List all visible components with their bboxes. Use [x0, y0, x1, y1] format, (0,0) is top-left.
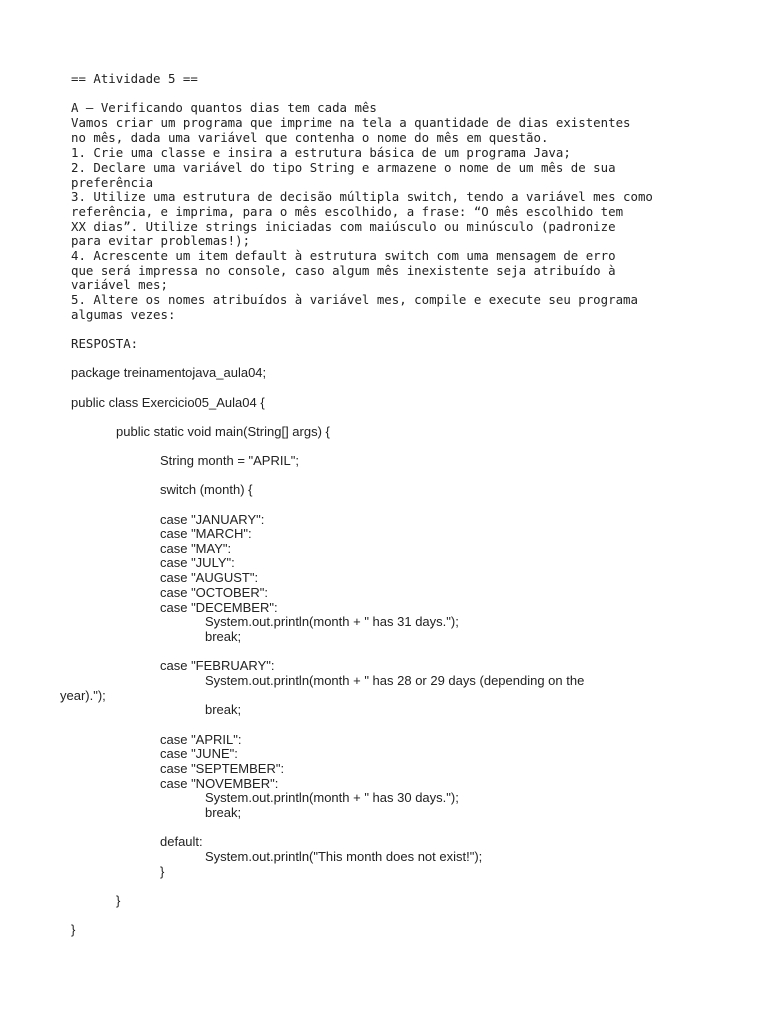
code-var-decl: String month = "APRIL"; [160, 453, 299, 468]
code-case: case "JANUARY": [160, 512, 265, 527]
step-line: 2. Declare uma variável do tipo String e armazene o nome de um mês de sua [71, 160, 616, 175]
code-case: case "MARCH": [160, 526, 252, 541]
code-switch-close: } [160, 864, 165, 879]
code-case: case "DECEMBER": [160, 600, 278, 615]
activity-heading: == Atividade 5 == [71, 71, 198, 86]
code-print-30: System.out.println(month + " has 30 days."); [205, 790, 459, 805]
code-case: case "JULY": [160, 555, 235, 570]
step-line: variável mes; [71, 277, 168, 292]
code-print-default: System.out.println("This month does not exist!"); [205, 849, 483, 864]
code-class-decl: public class Exercicio05_Aula04 { [71, 395, 265, 410]
intro-line: Vamos criar um programa que imprime na tela a quantidade de dias existentes [71, 115, 631, 130]
answer-label: RESPOSTA: [71, 336, 139, 351]
code-default: default: [160, 834, 203, 849]
code-class-close: } [71, 922, 76, 937]
step-line: 3. Utilize uma estrutura de decisão múltipla switch, tendo a variável mes como [71, 189, 653, 204]
section-title: A – Verificando quantos dias tem cada mês [71, 100, 377, 115]
code-case-february: case "FEBRUARY": [160, 658, 275, 673]
code-case: case "MAY": [160, 541, 232, 556]
code-break: break; [205, 629, 242, 644]
step-line: 1. Crie uma classe e insira a estrutura básica de um programa Java; [71, 145, 571, 160]
code-print-31: System.out.println(month + " has 31 days."); [205, 614, 459, 629]
step-line: que será impressa no console, caso algum mês inexistente seja atribuído à [71, 263, 616, 278]
code-case: case "NOVEMBER": [160, 776, 279, 791]
code-print-february: System.out.println(month + " has 28 or 29 days (depending on the [205, 673, 585, 688]
code-switch-open: switch (month) { [160, 482, 253, 497]
code-case: case "SEPTEMBER": [160, 761, 285, 776]
step-line: referência, e imprima, para o mês escolhido, a frase: “O mês escolhido tem [71, 204, 624, 219]
step-line: preferência [71, 175, 154, 190]
step-line: 4. Acrescente um item default à estrutura switch com uma mensagem de erro [71, 248, 616, 263]
code-main-decl: public static void main(String[] args) { [116, 424, 330, 439]
code-package: package treinamentojava_aula04; [71, 365, 267, 380]
code-main-close: } [116, 893, 121, 908]
code-print-february-cont: year)."); [60, 688, 106, 703]
step-line: para evitar problemas!); [71, 233, 251, 248]
code-case: case "APRIL": [160, 732, 242, 747]
code-break: break; [205, 805, 242, 820]
step-line: 5. Altere os nomes atribuídos à variável mes, compile e execute seu programa [71, 292, 638, 307]
intro-line: no mês, dada uma variável que contenha o nome do mês em questão. [71, 130, 549, 145]
code-case: case "JUNE": [160, 746, 238, 761]
code-case: case "AUGUST": [160, 570, 259, 585]
step-line: XX dias”. Utilize strings iniciadas com maiúsculo ou minúsculo (padronize [71, 219, 616, 234]
step-line: algumas vezes: [71, 307, 176, 322]
code-case: case "OCTOBER": [160, 585, 268, 600]
code-break: break; [205, 702, 242, 717]
